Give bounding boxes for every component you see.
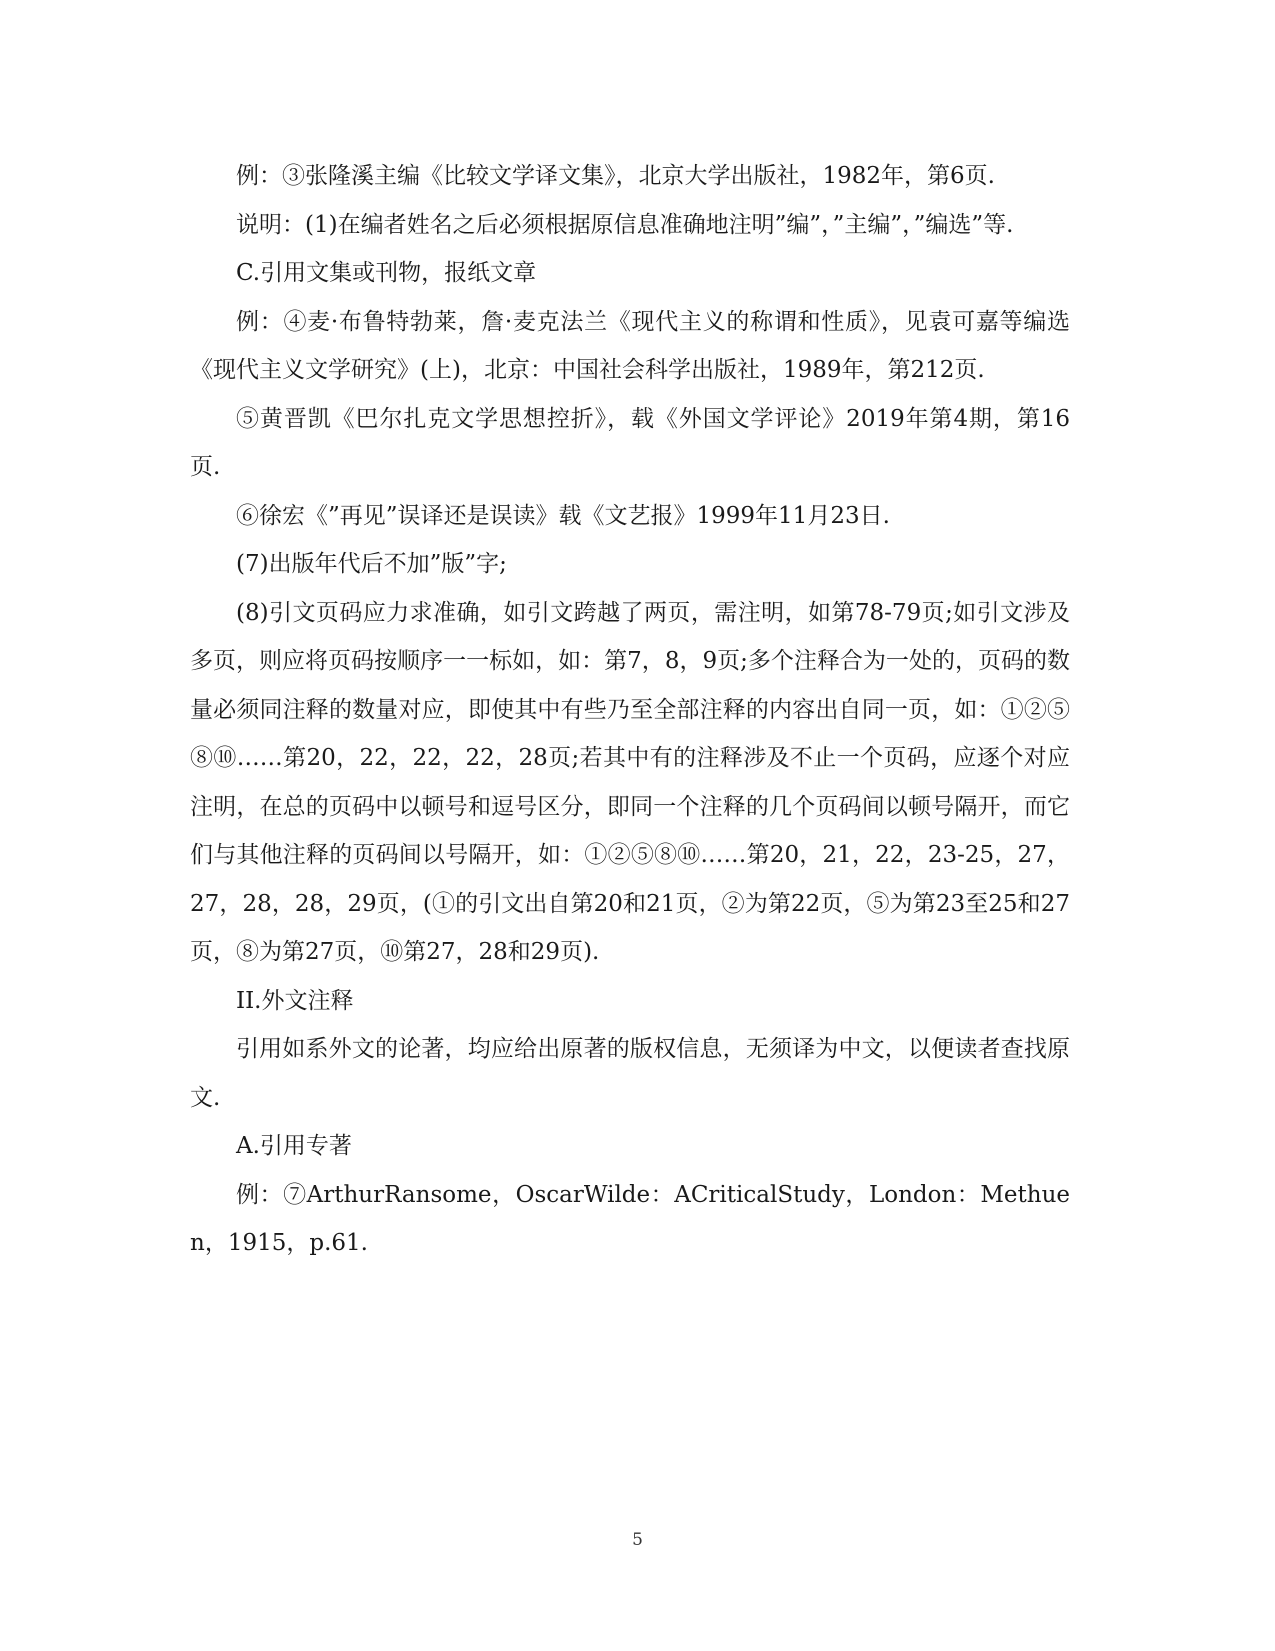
page-number: 5 <box>632 1530 643 1550</box>
rule-7-paragraph: (7)出版年代后不加”版”字; <box>236 551 507 577</box>
example-3-paragraph: 例：③张隆溪主编《比较文学译文集》，北京大学出版社，1982年，第6页. <box>236 163 995 189</box>
section-a-heading: A.引用专著 <box>236 1133 352 1159</box>
document-body <box>190 152 1070 1268</box>
example-5-paragraph: ⑤黄晋凯《巴尔扎克文学思想控折》，载《外国文学评论》2019年第4期，第16页. <box>190 405 1070 480</box>
rule-8-paragraph: (8)引文页码应力求准确，如引文跨越了两页，需注明，如第78-79页;如引文涉及多页，则应将页码按顺序一一标如，如：第7，8，9页;多个注释合为一处的，页码的数量必须同注释的数量对应，即使其中有些乃至全部注释的内容出自同一页，如：①②⑤⑧⑩……第20，22，22，22，28页;若其中有的注释涉及不止一个页码，应逐个对应注明，在总的页码中以顿号和逗号区分，即同一个注释的几个页码间以顿号隔开，而它们与其他注释的页码间以号隔开，如：①②⑤⑧⑩……第20，21，22，23-25，27，27，28，28，29页，(①的引文出自第20和21页，②为第22页，⑤为第23至25和27页，⑧为第27页，⑩第27，28和29页). <box>190 599 1070 965</box>
note-editor-paragraph: 说明：(1)在编者姓名之后必须根据原信息准确地注明”编”，”主编”，”编选”等. <box>236 211 1014 238</box>
section-c-heading: C.引用文集或刊物，报纸文章 <box>236 260 537 286</box>
example-6-paragraph: ⑥徐宏《”再见”误译还是误读》载《文艺报》1999年11月23日. <box>236 502 890 529</box>
section-ii-heading: II.外文注释 <box>236 987 354 1014</box>
example-4-paragraph: 例：④麦·布鲁特勃莱，詹·麦克法兰《现代主义的称谓和性质》，见袁可嘉等编选《现代主义文学研究》(上)，北京：中国社会科学出版社，1989年，第212页. <box>190 308 1070 383</box>
example-7-paragraph: 例：⑦ArthurRansome，OscarWilde：ACriticalStudy，London：Methuen，1915，p.61. <box>190 1181 1070 1256</box>
foreign-citation-paragraph: 引用如系外文的论著，均应给出原著的版权信息，无须译为中文，以便读者查找原文. <box>190 1036 1070 1111</box>
